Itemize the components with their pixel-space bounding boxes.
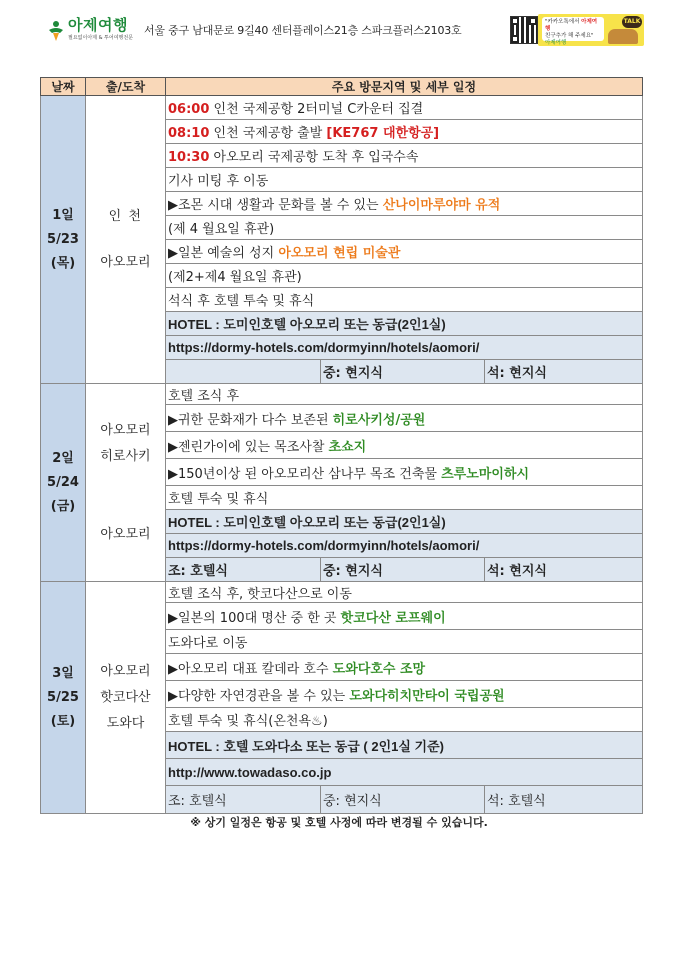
day-cell: 3일 5/25 (토) xyxy=(41,582,86,814)
schedule-line: 호텔 조식 후, 핫코다산으로 이동 xyxy=(166,582,643,603)
hotel-name: HOTEL : 도미인호텔 아오모리 또는 동급(2인1실) xyxy=(166,312,643,336)
schedule-line: ▶조몬 시대 생활과 문화를 볼 수 있는 산나이마루야마 유적 xyxy=(166,192,643,216)
schedule-line: ▶귀한 문화재가 다수 보존된 히로사키성/공원 xyxy=(166,405,643,432)
table-row xyxy=(41,582,643,603)
meal-breakfast: 조: 호텔식 xyxy=(166,558,321,582)
schedule-line: 석식 후 호텔 투숙 및 휴식 xyxy=(166,288,643,312)
meal-lunch: 중: 현지식 xyxy=(321,786,485,814)
table-row xyxy=(41,384,643,405)
schedule-line: (제2+제4 월요일 휴관) xyxy=(166,264,643,288)
meal-dinner: 석: 현지식 xyxy=(485,360,643,384)
meal-dinner: 석: 현지식 xyxy=(485,558,643,582)
company-logo xyxy=(44,14,144,46)
meal-breakfast xyxy=(166,360,321,384)
kakao-characters-icon xyxy=(608,29,638,44)
day-cell: 1일 5/23 (목) xyxy=(41,96,86,384)
table-header-row xyxy=(41,78,643,96)
schedule-line: 06:00 인천 국제공항 2터미널 C카운터 집결 xyxy=(166,96,643,120)
company-address: 서울 중구 남대문로 9길40 센터플레이스21층 스파크플러스2103호 xyxy=(144,24,462,37)
itinerary-table xyxy=(40,77,643,814)
schedule-line: (제 4 월요일 휴관) xyxy=(166,216,643,240)
schedule-line: 10:30 아오모리 국제공항 도착 후 입국수속 xyxy=(166,144,643,168)
notice-text: ※ 상기 일정은 항공 및 호텔 사정에 따라 변경될 수 있습니다. xyxy=(190,816,488,829)
kakao-bubble: "카카오톡에서 아제여행 친구추가 해 주세요" 아제여행 xyxy=(542,17,604,41)
schedule-line: ▶다양한 자연경관을 볼 수 있는 도와다히치만타이 국립공원 xyxy=(166,681,643,708)
hotel-name: HOTEL : 호텔 도와다소 또는 동급 ( 2인1실 기준) xyxy=(166,732,643,759)
logo-subtitle: 필요없이아제 & 투어여행전문 xyxy=(68,35,134,41)
header-schedule: 주요 방문지역 및 세부 일정 xyxy=(166,78,643,96)
page-header xyxy=(44,12,644,48)
day-cell: 2일 5/24 (금) xyxy=(41,384,86,582)
departure-cell: 아오모리 히로사키 아오모리 xyxy=(86,384,166,582)
hotel-url[interactable]: https://dormy-hotels.com/dormyinn/hotels/aomori/ xyxy=(166,534,643,558)
schedule-line: 도와다로 이동 xyxy=(166,630,643,654)
schedule-line: ▶150년이상 된 아오모리산 삼나무 목조 건축물 츠루노마이하시 xyxy=(166,459,643,486)
schedule-line: 08:10 인천 국제공항 출발 [KE767 대한항공] xyxy=(166,120,643,144)
qr-code-icon xyxy=(510,16,538,44)
meal-lunch: 중: 현지식 xyxy=(321,360,485,384)
schedule-line: 기사 미팅 후 이동 xyxy=(166,168,643,192)
departure-cell: 아오모리 핫코다산 도와다 xyxy=(86,582,166,814)
hotel-name: HOTEL : 도미인호텔 아오모리 또는 동급(2인1실) xyxy=(166,510,643,534)
schedule-line: 호텔 투숙 및 휴식(온천욕♨) xyxy=(166,708,643,732)
kakao-talk-icon: TALK xyxy=(622,16,642,28)
meal-breakfast: 조: 호텔식 xyxy=(166,786,321,814)
meal-lunch: 중: 현지식 xyxy=(321,558,485,582)
logo-name: 아제여행 xyxy=(68,16,128,34)
meal-dinner: 석: 호텔식 xyxy=(485,786,643,814)
schedule-line: 호텔 조식 후 xyxy=(166,384,643,405)
departure-cell: 인 천 아오모리 xyxy=(86,96,166,384)
schedule-line: ▶일본의 100대 명산 중 한 곳 핫코다산 로프웨이 xyxy=(166,603,643,630)
schedule-line: ▶일본 예술의 성지 아오모리 현립 미술관 xyxy=(166,240,643,264)
header-departure: 출/도착 xyxy=(86,78,166,96)
schedule-line: 호텔 투숙 및 휴식 xyxy=(166,486,643,510)
logo-person-icon xyxy=(46,20,66,42)
kakao-banner xyxy=(538,14,644,46)
header-date: 날짜 xyxy=(41,78,86,96)
schedule-line: ▶아오모리 대표 칼데라 호수 도와다호수 조망 xyxy=(166,654,643,681)
schedule-line: ▶젠린가이에 있는 목조사찰 초쇼지 xyxy=(166,432,643,459)
table-row xyxy=(41,96,643,120)
hotel-url[interactable]: https://dormy-hotels.com/dormyinn/hotels/aomori/ xyxy=(166,336,643,360)
hotel-url[interactable]: http://www.towadaso.co.jp xyxy=(166,759,643,786)
